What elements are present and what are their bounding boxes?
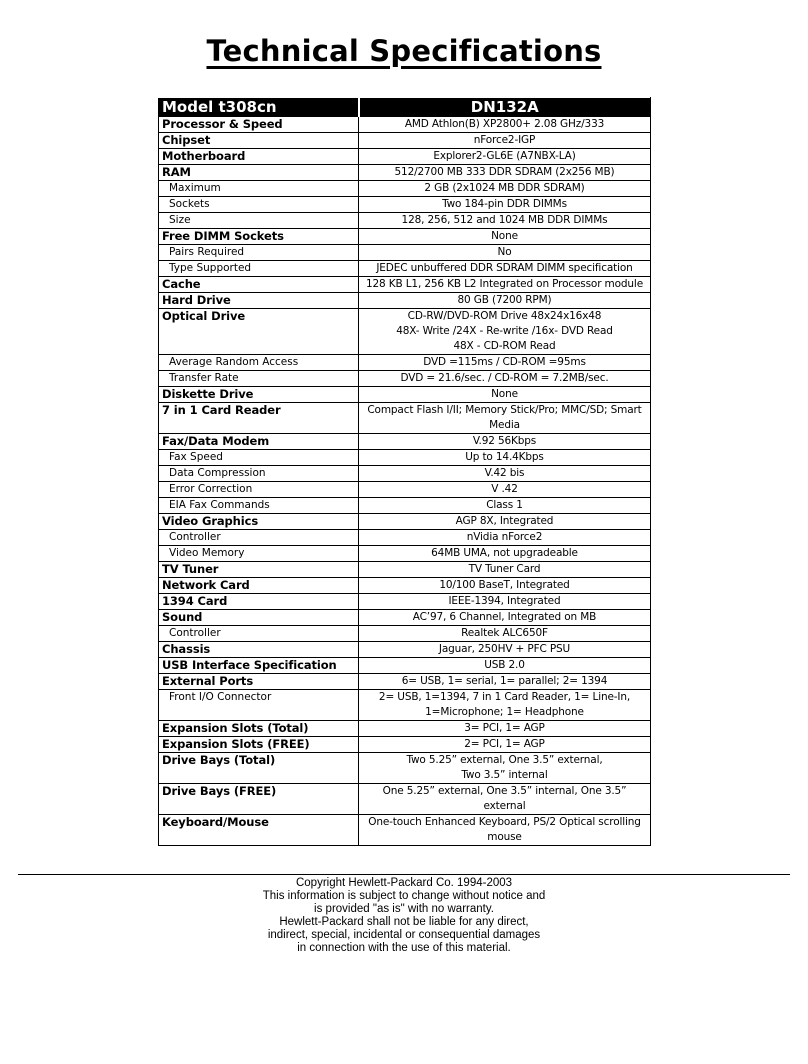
spec-value [359,387,651,403]
spec-value [359,674,651,690]
table-row [159,690,651,721]
model-header: Model t308cn [159,98,359,117]
spec-value-line: nVidia nForce2 [466,531,543,543]
table-row [159,626,651,642]
footer-line: Hewlett-Packard shall not be liable for any direct, [279,916,529,928]
spec-label: 7 in 1 Card Reader [159,403,359,434]
spec-value [359,403,651,434]
table-row [159,642,651,658]
table-row [159,674,651,690]
table-row [159,498,651,514]
spec-value-line: One 5.25” external, One 3.5” internal, One 3.5” external [382,785,627,812]
spec-value [359,229,651,245]
spec-value-line: TV Tuner Card [468,563,541,575]
spec-value [359,514,651,530]
spec-label: Optical Drive [159,309,359,355]
spec-label: Error Correction [159,482,359,498]
spec-value-line: 48X - CD-ROM Read [453,340,556,352]
footer-divider [18,874,790,875]
spec-value-line: 80 GB (7200 RPM) [457,294,552,306]
table-row [159,133,651,149]
spec-value-line: One-touch Enhanced Keyboard, PS/2 Optical scrolling [368,816,641,828]
spec-value [359,642,651,658]
spec-value-line: 128 KB L1, 256 KB L2 Integrated on Processor module [365,278,644,290]
spec-value [359,133,651,149]
table-row [159,753,651,784]
spec-label: Hard Drive [159,293,359,309]
spec-value [359,371,651,387]
spec-label: Chipset [159,133,359,149]
table-row [159,197,651,213]
spec-value-line: Two 5.25” external, One 3.5” external, [406,754,603,766]
table-row [159,815,651,846]
spec-value-line: Jaguar, 250HV + PFC PSU [438,643,571,655]
table-row [159,387,651,403]
table-header-row [159,98,651,117]
table-row [159,482,651,498]
spec-value-line: CD-RW/DVD-ROM Drive 48x24x16x48 [407,310,602,322]
table-row [159,181,651,197]
spec-value [359,815,651,846]
spec-label: Video Memory [159,546,359,562]
spec-label: 1394 Card [159,594,359,610]
spec-label: Diskette Drive [159,387,359,403]
spec-value-line: Two 3.5” internal [461,769,548,781]
spec-label: Maximum [159,181,359,197]
spec-value-line: 3= PCI, 1= AGP [464,722,545,734]
spec-value [359,277,651,293]
spec-value-line: DVD =115ms / CD-ROM =95ms [423,356,586,368]
table-row [159,434,651,450]
table-row [159,117,651,133]
spec-value [359,594,651,610]
spec-label: Keyboard/Mouse [159,815,359,846]
spec-value-line: Up to 14.4Kbps [465,451,544,463]
spec-value [359,753,651,784]
spec-value [359,149,651,165]
spec-value-line: 48X- Write /24X - Re-write /16x- DVD Read [396,325,613,337]
footer-line: in connection with the use of this material. [297,942,511,954]
spec-value-line: 10/100 BaseT, Integrated [439,579,570,591]
spec-label: EIA Fax Commands [159,498,359,514]
table-row [159,165,651,181]
spec-value-line: V.92 56Kbps [472,435,537,447]
footer-line: indirect, special, incidental or consequential damages [267,929,541,941]
spec-value-line: USB 2.0 [484,659,525,671]
table-row [159,293,651,309]
spec-value [359,466,651,482]
table-row [159,610,651,626]
spec-value-line: Compact Flash I/II; Memory Stick/Pro; MMC/SD; Smart [367,404,642,416]
spec-value [359,482,651,498]
spec-value-line: V .42 [491,483,518,495]
table-row [159,213,651,229]
table-row [159,546,651,562]
spec-value-line: DVD = 21.6/sec. / CD-ROM = 7.2MB/sec. [400,372,609,384]
spec-label: Pairs Required [159,245,359,261]
spec-value [359,434,651,450]
table-row [159,721,651,737]
spec-value [359,530,651,546]
spec-label: Type Supported [159,261,359,277]
table-row [159,149,651,165]
spec-value-line: Explorer2-GL6E (A7NBX-LA) [433,150,576,162]
spec-value-line: AC’97, 6 Channel, Integrated on MB [412,611,597,623]
spec-value-line: No [497,246,512,258]
spec-value [359,658,651,674]
table-row [159,658,651,674]
spec-label: USB Interface Specification [159,658,359,674]
spec-label: Fax/Data Modem [159,434,359,450]
spec-value-line: None [491,230,518,242]
spec-label: Data Compression [159,466,359,482]
spec-value [359,498,651,514]
table-row [159,261,651,277]
table-row [159,371,651,387]
spec-label: Processor & Speed [159,117,359,133]
spec-value-line: Two 184-pin DDR DIMMs [442,198,567,210]
footer-line: Copyright Hewlett-Packard Co. 1994-2003 [295,877,513,889]
spec-label: Drive Bays (Total) [159,753,359,784]
spec-value [359,197,651,213]
spec-value-line: mouse [487,831,522,843]
spec-label: External Ports [159,674,359,690]
spec-value [359,737,651,753]
table-row [159,355,651,371]
spec-value-line: 2= PCI, 1= AGP [464,738,545,750]
spec-value [359,293,651,309]
spec-label: Expansion Slots (Total) [159,721,359,737]
table-row [159,594,651,610]
spec-value [359,261,651,277]
spec-value-line: 1=Microphone; 1= Headphone [425,706,584,718]
spec-value [359,181,651,197]
spec-table-body [159,98,651,846]
spec-value-line: Media [489,419,520,431]
spec-value [359,626,651,642]
table-row [159,403,651,434]
spec-value [359,546,651,562]
table-row [159,309,651,355]
sku-header: DN132A [359,98,651,117]
spec-value [359,690,651,721]
spec-value [359,578,651,594]
footer-line: is provided "as is" with no warranty. [314,903,494,915]
spec-value [359,245,651,261]
spec-value [359,355,651,371]
spec-value-line: JEDEC unbuffered DDR SDRAM DIMM specification [376,262,633,274]
spec-label: Sound [159,610,359,626]
spec-label: RAM [159,165,359,181]
copyright-notice [204,877,604,955]
spec-label: Cache [159,277,359,293]
spec-value [359,450,651,466]
table-row [159,784,651,815]
spec-value [359,610,651,626]
spec-value [359,784,651,815]
footer-line: This information is subject to change without notice and [262,890,546,902]
spec-value-line: 2 GB (2x1024 MB DDR SDRAM) [424,182,585,194]
spec-label: Expansion Slots (FREE) [159,737,359,753]
spec-value-line: 512/2700 MB 333 DDR SDRAM (2x256 MB) [394,166,615,178]
spec-label: Transfer Rate [159,371,359,387]
spec-label: TV Tuner [159,562,359,578]
spec-label: Controller [159,626,359,642]
spec-value-line: V.42 bis [484,467,525,479]
spec-label: Front I/O Connector [159,690,359,721]
spec-value-line: IEEE-1394, Integrated [448,595,561,607]
table-row [159,514,651,530]
table-row [159,737,651,753]
spec-label: Network Card [159,578,359,594]
spec-value [359,309,651,355]
spec-value-line: 2= USB, 1=1394, 7 in 1 Card Reader, 1= Line-In, [378,691,631,703]
spec-label: Chassis [159,642,359,658]
spec-value-line: AMD Athlon(B) XP2800+ 2.08 GHz/333 [404,118,605,130]
spec-value [359,721,651,737]
spec-label: Fax Speed [159,450,359,466]
table-row [159,562,651,578]
spec-value [359,213,651,229]
spec-value-line: 64MB UMA, not upgradeable [431,547,578,559]
table-row [159,450,651,466]
spec-value [359,562,651,578]
table-row [159,578,651,594]
spec-label: Drive Bays (FREE) [159,784,359,815]
spec-value-line: 128, 256, 512 and 1024 MB DDR DIMMs [401,214,608,226]
spec-value-line: AGP 8X, Integrated [455,515,554,527]
spec-label: Average Random Access [159,355,359,371]
spec-value-line: Class 1 [486,499,523,511]
spec-value-line: Realtek ALC650F [461,627,548,639]
spec-label: Size [159,213,359,229]
table-row [159,466,651,482]
spec-label: Video Graphics [159,514,359,530]
table-row [159,530,651,546]
spec-label: Free DIMM Sockets [159,229,359,245]
page-title: Technical Specifications [206,34,602,68]
spec-value-line: nForce2-IGP [473,134,536,146]
spec-label: Sockets [159,197,359,213]
table-row [159,277,651,293]
spec-value [359,165,651,181]
spec-value-line: 6= USB, 1= serial, 1= parallel; 2= 1394 [401,675,608,687]
spec-table [158,97,651,846]
spec-label: Controller [159,530,359,546]
spec-value-line: None [491,388,518,400]
spec-value [359,117,651,133]
table-row [159,229,651,245]
spec-label: Motherboard [159,149,359,165]
table-row [159,245,651,261]
